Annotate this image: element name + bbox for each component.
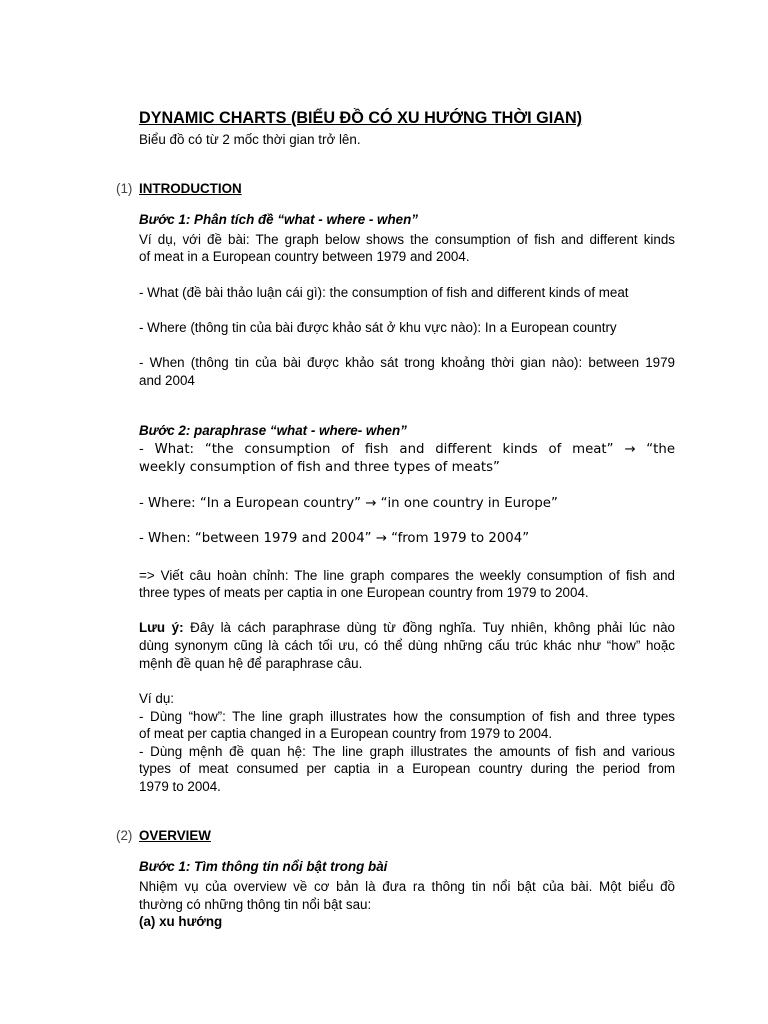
how-line: - Dùng “how”: The line graph illustrates how the consumption of fish and three types: [139, 709, 675, 724]
relative-clause-line: 1979 to 2004.: [139, 779, 221, 794]
section-heading-overview: OVERVIEW: [139, 828, 211, 843]
example-line: of meat in a European country between 1979 and 2004.: [139, 249, 470, 264]
note-label: Lưu ý:: [139, 620, 184, 635]
note-line: dùng synonym cũng là cách tối ưu, có thể dùng những cấu trúc khác như “how” hoặc: [139, 638, 675, 653]
note-line: [139, 619, 675, 636]
overview-item-trend: (a) xu hướng: [139, 914, 223, 929]
subtitle: Biểu đồ có từ 2 mốc thời gian trở lên.: [139, 132, 361, 147]
overview-body-line: Nhiệm vụ của overview về cơ bản là đưa ra thông tin nổi bật của bài. Một biểu đồ: [139, 879, 675, 894]
step1-heading: Bước 1: Phân tích đề “what - where - when”: [139, 212, 418, 227]
page-title: DYNAMIC CHARTS (BIỂU ĐỒ CÓ XU HƯỚNG THỜI GIAN): [139, 109, 583, 127]
paraphrase-what-line: - What: “the consumption of fish and different kinds of meat” → “the: [139, 442, 675, 457]
section-number: (2): [116, 828, 133, 843]
example-label: Ví dụ:: [139, 691, 174, 706]
when-line: and 2004: [139, 373, 195, 388]
relative-clause-line: types of meat consumed per captia in a European country during the period from: [139, 761, 675, 776]
paraphrase-what-line: weekly consumption of fish and three types of meats”: [139, 460, 500, 475]
step2-heading: Bước 2: paraphrase “what - where- when”: [139, 423, 407, 438]
paraphrase-where-line: - Where: “In a European country” → “in one country in Europe”: [139, 496, 558, 511]
note-text: Đây là cách paraphrase dùng từ đồng nghĩa. Tuy nhiên, không phải lúc nào: [183, 620, 675, 635]
full-sentence-line: three types of meats per captia in one European country from 1979 to 2004.: [139, 585, 589, 600]
where-line: - Where (thông tin của bài được khảo sát ở khu vực nào): In a European country: [139, 320, 617, 335]
how-line: of meat per captia changed in a European country from 1979 to 2004.: [139, 726, 553, 741]
what-line: - What (đề bài thảo luận cái gì): the consumption of fish and different kinds of meat: [139, 285, 629, 300]
example-line: Ví dụ, với đề bài: The graph below shows the consumption of fish and different kinds: [139, 232, 675, 247]
overview-body-line: thường có những thông tin nổi bật sau:: [139, 897, 372, 912]
paraphrase-when-line: - When: “between 1979 and 2004” → “from 1979 to 2004”: [139, 531, 530, 546]
section-number: (1): [116, 181, 133, 196]
overview-step1-heading: Bước 1: Tìm thông tin nổi bật trong bài: [139, 859, 388, 874]
relative-clause-line: - Dùng mệnh đề quan hệ: The line graph illustrates the amounts of fish and various: [139, 744, 675, 759]
when-line: - When (thông tin của bài được khảo sát trong khoảng thời gian nào): between 1979: [139, 355, 675, 370]
section-heading-introduction: INTRODUCTION: [139, 181, 242, 196]
full-sentence-line: => Viết câu hoàn chỉnh: The line graph compares the weekly consumption of fish and: [139, 568, 675, 583]
note-line: mệnh đề quan hệ để paraphrase câu.: [139, 656, 363, 671]
